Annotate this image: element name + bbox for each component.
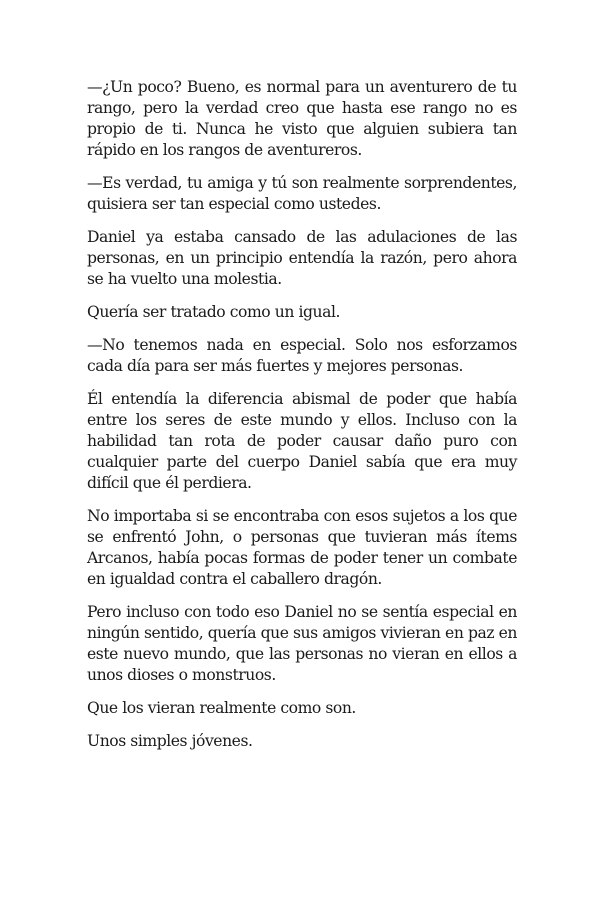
paragraph: No importaba si se encontraba con esos sujetos a los que se enfrentó John, o personas que tuvieran más ítems Arcanos, había pocas formas de poder tener un combate en igualdad contra el caballero dragón.: [87, 507, 517, 588]
book-page: [87, 77, 517, 764]
paragraph: Unos simples jóvenes.: [87, 732, 253, 750]
paragraph: —Es verdad, tu amiga y tú son realmente sorprendentes, quisiera ser tan especial como ustedes.: [87, 174, 517, 213]
paragraph: —No tenemos nada en especial. Solo nos esforzamos cada día para ser más fuertes y mejores personas.: [87, 336, 517, 375]
paragraph: Él entendía la diferencia abismal de poder que había entre los seres de este mundo y ellos. Incluso con la habilidad tan rota de poder causar daño puro con cualquier parte del cuerpo Daniel sabía que era muy difícil que él perdiera.: [87, 390, 517, 492]
paragraph: Quería ser tratado como un igual.: [87, 303, 341, 321]
paragraph: —¿Un poco? Bueno, es normal para un aventurero de tu rango, pero la verdad creo que hasta ese rango no es propio de ti. Nunca he visto que alguien subiera tan rápido en los rangos de aventureros.: [87, 78, 517, 159]
paragraph: Daniel ya estaba cansado de las adulaciones de las personas, en un principio entendía la razón, pero ahora se ha vuelto una molestia.: [87, 228, 517, 288]
paragraph: Pero incluso con todo eso Daniel no se sentía especial en ningún sentido, quería que sus amigos vivieran en paz en este nuevo mundo, que las personas no vieran en ellos a unos dioses o monstruos.: [87, 603, 517, 684]
paragraph: Que los vieran realmente como son.: [87, 699, 356, 717]
